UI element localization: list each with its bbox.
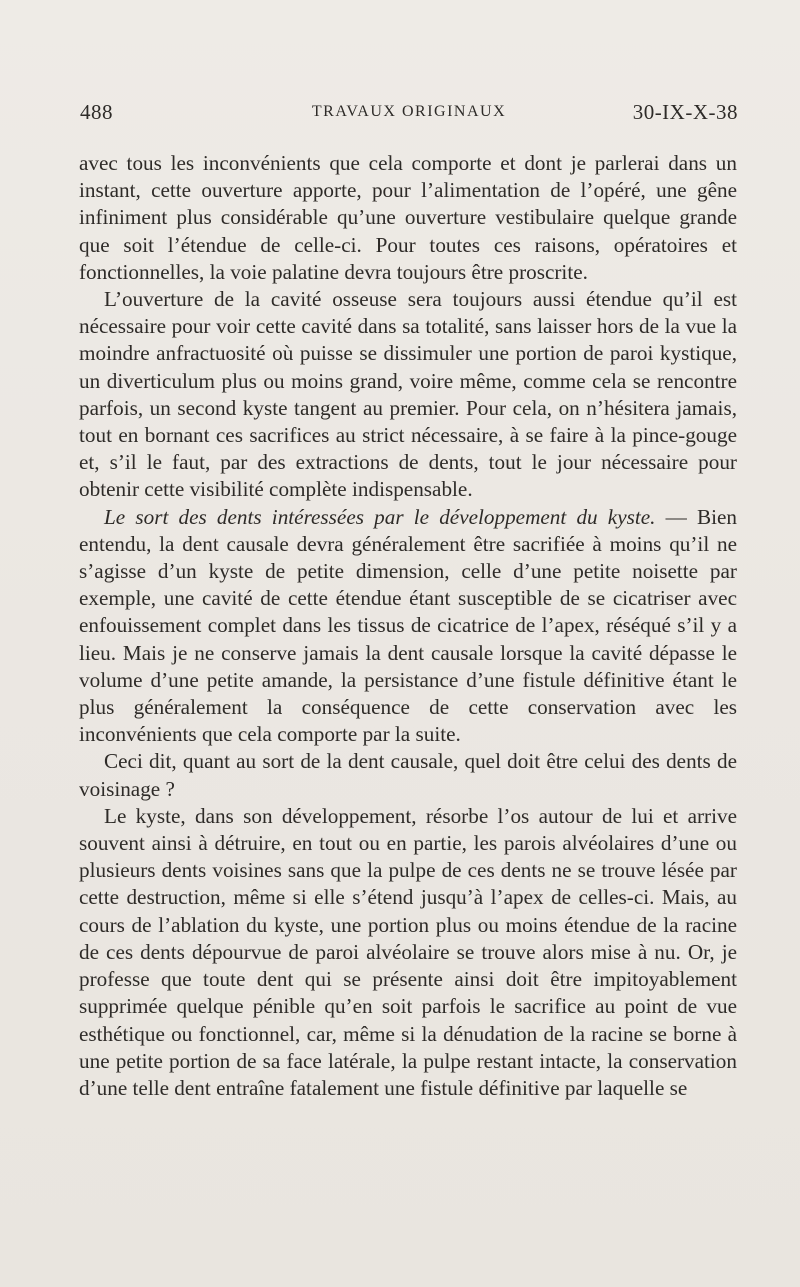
paragraph: Le kyste, dans son développement, résorbe l’os autour de lui et arrive souvent ainsi à détruire, en tout ou en partie, les parois alvéolaires d’une ou plusieurs dents voisines sans que la pulpe de ces dents ne se trouve lésée par cette destruction, même si elle s’étend jusqu’à l’apex de celles-ci. Mais, au cours de l’ablation du kyste, une portion plus ou moins étendue de la racine de ces dents dépourvue de paroi alvéolaire se trouve alors mise à nu. Or, je professe que toute dent qui se présente ainsi doit être impitoyablement supprimée quelque pénible qu’en soit parfois le sacrifice au point de vue esthétique ou fonctionnel, car, même si la dénudation de la racine se borne à une petite portion de sa face latérale, la pulpe restant intacte, la conservation d’une telle dent entraîne fatalement une fistule définitive par laquelle se bbox=[79, 803, 737, 1100]
paragraph-with-heading bbox=[79, 504, 737, 749]
paragraph: Ceci dit, quant au sort de la dent causale, quel doit être celui des dents de voisinage ? bbox=[79, 749, 737, 801]
running-header bbox=[80, 100, 738, 132]
page-number: 488 bbox=[80, 100, 113, 124]
body-text bbox=[79, 150, 737, 1102]
paragraph-body: — Bien entendu, la dent causale devra généralement être sacrifiée à moins qu’il ne s’agisse d’un kyste de petite dimension, celle d’une petite noisette par exemple, une cavité de cette étendue étant susceptible de se cicatriser avec enfouissement complet dans les tissus de cicatrice de l’apex, réséqué s’il y a lieu. Mais je ne conserve jamais la dent causale lorsque la cavité dépasse le volume d’une petite amande, la persistance d’une fistule définitive étant le plus généralement la conséquence de cette conservation avec les inconvénients que cela comporte par la suite. bbox=[79, 504, 737, 747]
paragraph: avec tous les inconvénients que cela comporte et dont je parlerai dans un instant, cette ouverture apporte, pour l’alimentation de l’opéré, une gêne infiniment plus considérable qu’une ouverture vestibulaire quelque grande que soit l’étendue de celle-ci. Pour toutes ces raisons, opératoires et fonctionnelles, la voie palatine devra toujours être proscrite. bbox=[79, 151, 737, 284]
section-heading: Le sort des dents intéressées par le développement du kyste. bbox=[104, 504, 656, 529]
running-title: TRAVAUX ORIGINAUX bbox=[311, 103, 507, 120]
issue-date: 30-IX-X-38 bbox=[632, 100, 738, 124]
paragraph: L’ouverture de la cavité osseuse sera toujours aussi étendue qu’il est nécessaire pour voir cette cavité dans sa totalité, sans laisser hors de la vue la moindre anfractuosité où puisse se dissimuler une portion de paroi kystique, un diverticulum plus ou moins grand, voire même, comme cela se rencontre parfois, un second kyste tangent au premier. Pour cela, on n’hésitera jamais, tout en bornant ces sacrifices au strict nécessaire, à se faire à la pince-gouge et, s’il le faut, par des extractions de dents, tout le jour nécessaire pour obtenir cette visibilité complète indispensable. bbox=[79, 287, 737, 502]
